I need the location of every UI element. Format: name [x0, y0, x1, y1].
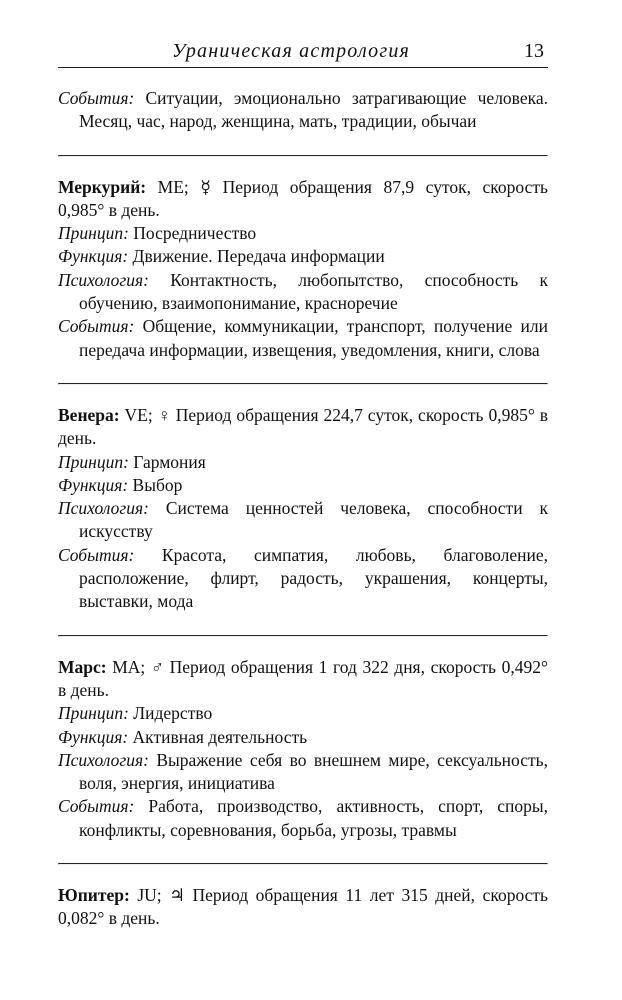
running-header [58, 0, 548, 66]
psychology-label: Психология: [58, 269, 149, 290]
planet-name: Юпитер: [58, 885, 130, 906]
planet-abbr: JU; [137, 885, 162, 906]
planet-summary: Период обращения 1 год 322 дня, скорость 0,492° в день. [58, 656, 548, 700]
running-title: Ураническая астрология [172, 40, 411, 62]
events-text: Красота, симпатия, любовь, благоволение, расположение, флирт, радость, украшения, концерты, выставки, мода [79, 544, 548, 612]
events-label: События: [58, 796, 135, 817]
planet-name: Марс: [58, 656, 107, 677]
planet-summary: Период обращения 11 лет 315 дней, скорость 0,082° в день. [58, 885, 549, 929]
function-text: Выбор [132, 474, 183, 495]
planet-entry-mars [58, 637, 548, 863]
principle-label: Принцип: [58, 223, 129, 244]
function-line [58, 245, 548, 268]
planet-entry-mercury [58, 157, 548, 383]
planet-abbr: ME; [157, 176, 189, 197]
psychology-line [58, 269, 548, 316]
psychology-text: Выражение себя во внешнем мире, сексуальность, воля, энергия, инициатива [79, 749, 548, 794]
principle-text: Посредничество [133, 223, 257, 244]
function-line [58, 474, 548, 497]
planet-summary: Период обращения 87,9 суток, скорость 0,985° в день. [58, 176, 548, 220]
events-text: Ситуации, эмоционально затрагивающие человека. Месяц, час, народ, женщина, мать, традиции, обычаи [79, 88, 548, 132]
principle-text: Лидерство [133, 703, 213, 724]
mercury-symbol-icon: ☿ [200, 176, 212, 197]
planet-entry-jupiter [58, 865, 548, 952]
intro-events [58, 87, 548, 134]
planet-name: Венера: [58, 404, 120, 425]
events-label: События: [58, 316, 135, 337]
function-text: Активная деятельность [132, 726, 308, 747]
mars-symbol-icon: ♂ [150, 656, 164, 677]
events-text: Общение, коммуникации, транспорт, получение или передача информации, извещения, уведомления, книги, слова [79, 316, 549, 360]
planet-name: Меркурий: [58, 176, 147, 197]
book-page [58, 0, 548, 952]
intro-events-block [58, 66, 548, 155]
events-line [58, 795, 548, 842]
psychology-line [58, 497, 548, 544]
jupiter-symbol-icon: ♃ [169, 885, 185, 906]
header-rule [58, 67, 548, 68]
planet-abbr: VE; [124, 404, 153, 425]
page-number: 13 [524, 40, 544, 62]
events-line [58, 315, 548, 362]
planet-summary: Период обращения 224,7 суток, скорость 0,985° в день. [58, 404, 549, 449]
principle-line [58, 451, 548, 474]
psychology-label: Психология: [58, 749, 149, 770]
events-label: События: [58, 544, 135, 565]
psychology-line [58, 749, 548, 796]
psychology-text: Система ценностей человека, способности к искусству [79, 498, 548, 542]
function-label: Функция: [58, 246, 129, 267]
principle-label: Принцип: [58, 703, 129, 724]
principle-line [58, 222, 548, 245]
function-text: Движение. Передача информации [132, 246, 385, 267]
function-label: Функция: [58, 726, 129, 747]
events-line [58, 544, 548, 614]
planet-heading [58, 404, 548, 451]
planet-heading [58, 656, 548, 703]
function-line [58, 726, 548, 749]
planet-heading [58, 176, 548, 223]
principle-text: Гармония [133, 451, 206, 472]
function-label: Функция: [58, 474, 129, 495]
events-text: Работа, производство, активность, спорт, споры, конфликты, соревнования, борьба, угрозы, травмы [79, 796, 549, 840]
venus-symbol-icon: ♀ [157, 404, 171, 425]
psychology-label: Психология: [58, 498, 149, 519]
principle-line [58, 702, 548, 725]
planet-heading [58, 884, 548, 931]
planet-abbr: MA; [112, 656, 146, 677]
principle-label: Принцип: [58, 451, 129, 472]
psychology-text: Контактность, любопытство, способность к обучению, взаимопонимание, красноречие [79, 269, 549, 314]
events-label: События: [58, 88, 135, 108]
planet-entry-venus [58, 385, 548, 635]
